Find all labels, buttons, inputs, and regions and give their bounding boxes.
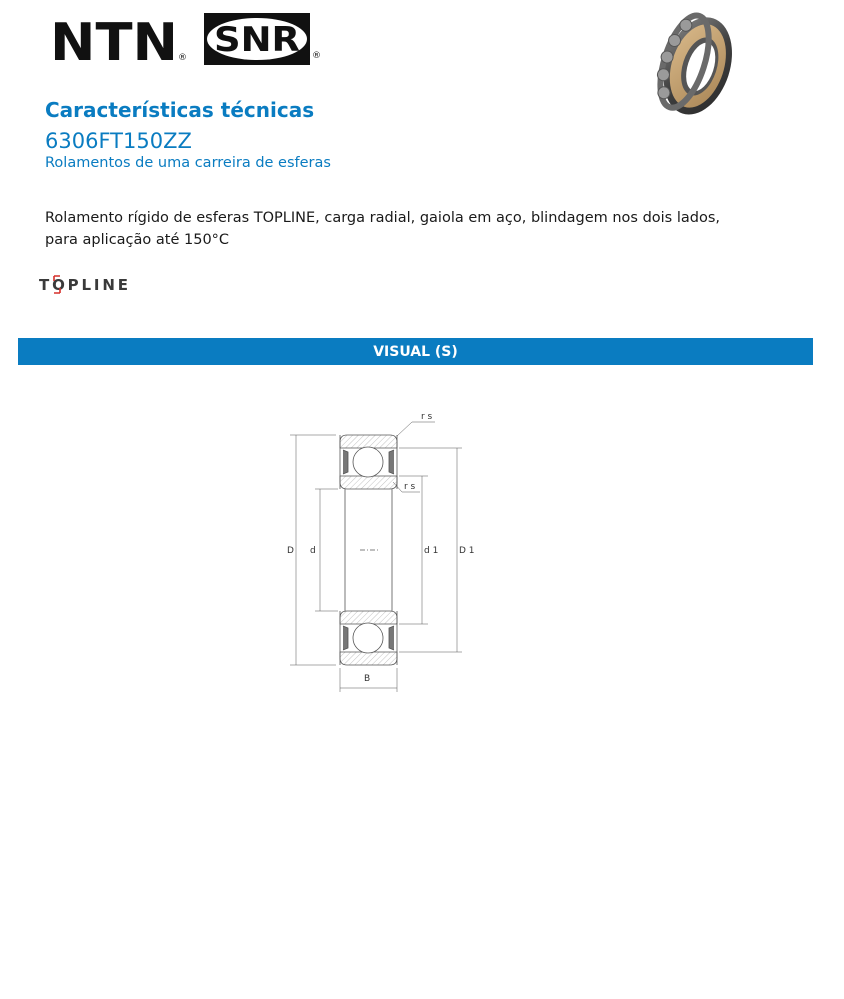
ntn-logo — [50, 14, 190, 66]
product-family: Rolamentos de uma carreira de esferas — [45, 155, 331, 171]
snr-logo — [203, 12, 325, 68]
product-description — [45, 207, 785, 251]
label-outer-diameter: D — [287, 546, 294, 556]
visual-section-label: VISUAL (S) — [373, 343, 458, 360]
product-code: 6306FT150ZZ — [45, 129, 192, 153]
label-D1: D 1 — [459, 546, 475, 556]
label-d1: d 1 — [424, 546, 439, 556]
description-line: para aplicação até 150°C — [45, 232, 230, 248]
topline-logo — [38, 272, 134, 296]
topline-logo-text: TOPLINE — [39, 276, 131, 294]
snr-logo-text: SNR — [214, 20, 300, 60]
ntn-registered-mark: ® — [178, 53, 187, 63]
ntn-logo-text: NTN — [50, 14, 178, 66]
visual-section-header — [18, 338, 813, 365]
description-line: Rolamento rígido de esferas TOPLINE, carga radial, gaiola em aço, blindagem nos dois lados, — [45, 210, 720, 226]
snr-registered-mark: ® — [312, 51, 321, 61]
bearing-cross-section-drawing — [280, 400, 480, 700]
section-title: Características técnicas — [45, 98, 315, 122]
label-width: B — [364, 674, 371, 684]
label-rs-inner: r s — [404, 482, 416, 492]
label-bore-diameter: d — [310, 546, 316, 556]
label-rs-outer: r s — [421, 412, 433, 422]
bearing-photo — [640, 10, 740, 120]
